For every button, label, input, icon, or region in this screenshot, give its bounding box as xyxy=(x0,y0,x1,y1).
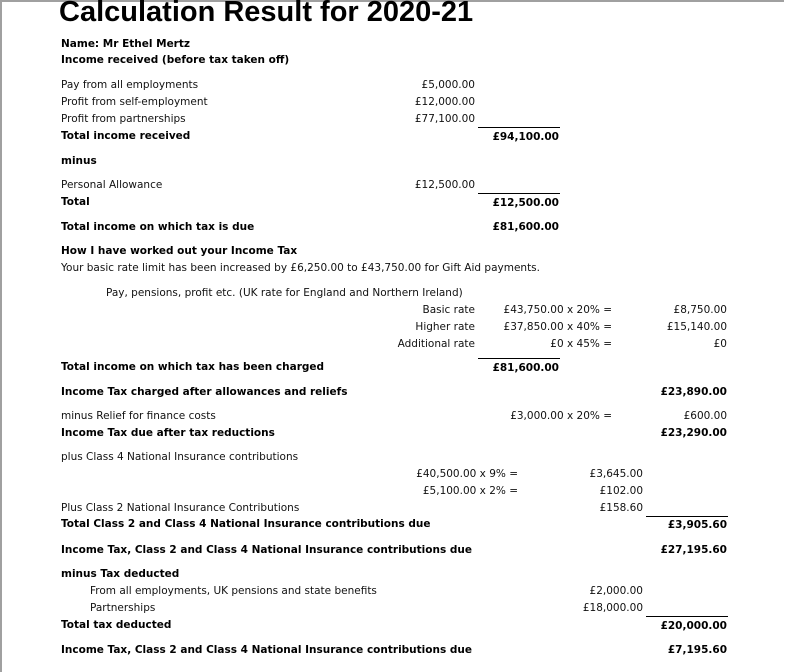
deducted-item-amount: £2,000.00 xyxy=(589,585,643,597)
deducted-item-label: From all employments, UK pensions and state benefits xyxy=(90,585,377,597)
tax-charged-label: Income Tax charged after allowances and reliefs xyxy=(61,386,348,398)
tax-charged-amount: £23,890.00 xyxy=(660,386,727,398)
finance-relief-amount: £600.00 xyxy=(683,410,727,422)
nic-total-amount: £3,905.60 xyxy=(667,519,727,531)
page-title: Calculation Result for 2020-21 xyxy=(59,0,474,28)
class2-amount: £158.60 xyxy=(599,502,643,514)
class4-label: plus Class 4 National Insurance contributions xyxy=(61,451,299,463)
tax-due-amount: £23,290.00 xyxy=(660,427,727,439)
subtotal-rule xyxy=(478,127,560,128)
allowance-label: Personal Allowance xyxy=(61,179,163,191)
class4-calc: £40,500.00 x 9% = xyxy=(416,468,518,480)
subtotal-rule xyxy=(646,516,728,517)
band-amount: £8,750.00 xyxy=(673,304,727,316)
allowance-amount: £12,500.00 xyxy=(414,179,475,191)
class2-label: Plus Class 2 National Insurance Contributions xyxy=(61,502,300,514)
class4-calc: £5,100.00 x 2% = xyxy=(422,485,518,497)
band-label: Additional rate xyxy=(397,338,475,350)
taxable-income-amount: £81,600.00 xyxy=(492,221,559,233)
income-heading: Income received (before tax taken off) xyxy=(61,54,290,66)
band-calc: £43,750.00 x 20% = xyxy=(503,304,612,316)
income-item-amount: £77,100.00 xyxy=(414,113,475,125)
allowances-total-label: Total xyxy=(61,196,90,208)
nic-total-label: Total Class 2 and Class 4 National Insurance contributions due xyxy=(61,518,431,530)
allowances-total-amount: £12,500.00 xyxy=(492,197,559,209)
tax-due-label: Income Tax due after tax reductions xyxy=(61,427,275,439)
final-due-amount: £7,195.60 xyxy=(667,644,727,656)
taxpayer-name: Name: Mr Ethel Mertz xyxy=(61,38,190,50)
working-heading: How I have worked out your Income Tax xyxy=(61,245,298,257)
income-item-amount: £12,000.00 xyxy=(414,96,475,108)
deducted-item-label: Partnerships xyxy=(90,602,156,614)
finance-relief-label: minus Relief for finance costs xyxy=(61,410,216,422)
finance-relief-calc: £3,000.00 x 20% = xyxy=(510,410,612,422)
band-calc: £0 x 45% = xyxy=(550,338,612,350)
band-amount: £0 xyxy=(713,338,727,350)
income-item-label: Pay from all employments xyxy=(61,79,199,91)
band-amount: £15,140.00 xyxy=(666,321,727,333)
subtotal-rule xyxy=(478,358,560,359)
income-item-amount: £5,000.00 xyxy=(421,79,475,91)
class4-amount: £3,645.00 xyxy=(589,468,643,480)
charged-income-label: Total income on which tax has been charged xyxy=(61,361,325,373)
total-income-amount: £94,100.00 xyxy=(492,131,559,143)
class4-amount: £102.00 xyxy=(599,485,643,497)
deducted-total-label: Total tax deducted xyxy=(61,619,172,631)
deducted-heading: minus Tax deducted xyxy=(61,568,180,580)
band-label: Basic rate xyxy=(422,304,475,316)
charged-income-amount: £81,600.00 xyxy=(492,362,559,374)
income-item-label: Profit from partnerships xyxy=(61,113,186,125)
band-calc: £37,850.00 x 40% = xyxy=(503,321,612,333)
subtotal-rule xyxy=(478,193,560,194)
combined-due-label: Income Tax, Class 2 and Class 4 National Insurance contributions due xyxy=(61,544,472,556)
final-due-label: Income Tax, Class 2 and Class 4 National Insurance contributions due xyxy=(61,644,472,656)
income-item-label: Profit from self-employment xyxy=(61,96,208,108)
taxable-income-label: Total income on which tax is due xyxy=(61,221,255,233)
deducted-item-amount: £18,000.00 xyxy=(582,602,643,614)
deducted-total-amount: £20,000.00 xyxy=(660,620,727,632)
band-label: Higher rate xyxy=(415,321,475,333)
minus-heading: minus xyxy=(61,155,97,167)
gift-aid-note: Your basic rate limit has been increased by £6,250.00 to £43,750.00 for Gift Aid payments. xyxy=(61,262,540,274)
total-income-label: Total income received xyxy=(61,130,191,142)
income-category: Pay, pensions, profit etc. (UK rate for England and Northern Ireland) xyxy=(106,287,463,299)
combined-due-amount: £27,195.60 xyxy=(660,544,727,556)
subtotal-rule xyxy=(646,616,728,617)
